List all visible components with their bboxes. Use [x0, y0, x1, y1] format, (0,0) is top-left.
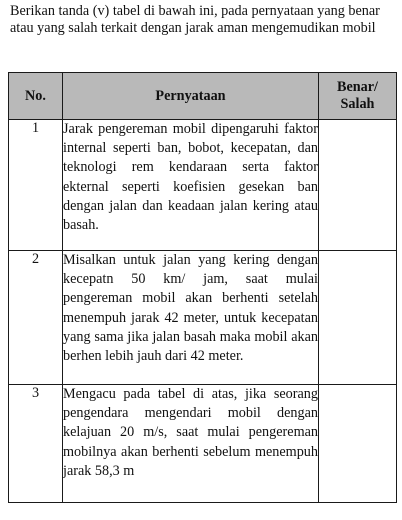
table-row — [9, 120, 397, 251]
header-answer — [319, 73, 397, 120]
header-answer-line2: Salah — [340, 96, 375, 112]
answer-cell[interactable] — [319, 120, 397, 251]
table-row — [9, 385, 397, 503]
header-no: No. — [9, 73, 63, 120]
row-statement: Mengacu pada tabel di atas, jika seorang pengendara mengendari mobil dengan kelajuan 20 m/s, saat mulai pengereman mobilnya akan berhenti sebelum menempuh jarak 58,3 m — [63, 385, 319, 503]
statement-table — [8, 72, 397, 503]
row-number: 2 — [9, 251, 63, 385]
header-statement: Pernyataan — [63, 73, 319, 120]
header-answer-line1: Benar/ — [337, 79, 378, 95]
row-statement: Jarak pengereman mobil dipengaruhi faktor internal seperti ban, bobot, kecepatan, dan teknologi rem kendaraan serta faktor ekternal seperti koefisien gesekan ban dengan jalan dan keadaan jalan kering atau basah. — [63, 120, 319, 251]
row-statement: Misalkan untuk jalan yang kering dengan kecepatn 50 km/ jam, saat mulai pengereman mobil akan berhenti setelah menempuh jarak 42 meter, untuk kecepatan yang sama jika jalan basah maka mobil akan berhen lebih jauh dari 42 meter. — [63, 251, 319, 385]
instruction-text: Berikan tanda (v) tabel di bawah ini, pada pernyataan yang benar atau yang salah terkait dengan jarak aman mengemudikan mobil — [10, 3, 380, 36]
table-header-row — [9, 73, 397, 120]
table-row — [9, 251, 397, 385]
row-number: 3 — [9, 385, 63, 503]
answer-cell[interactable] — [319, 385, 397, 503]
row-number: 1 — [9, 120, 63, 251]
answer-cell[interactable] — [319, 251, 397, 385]
